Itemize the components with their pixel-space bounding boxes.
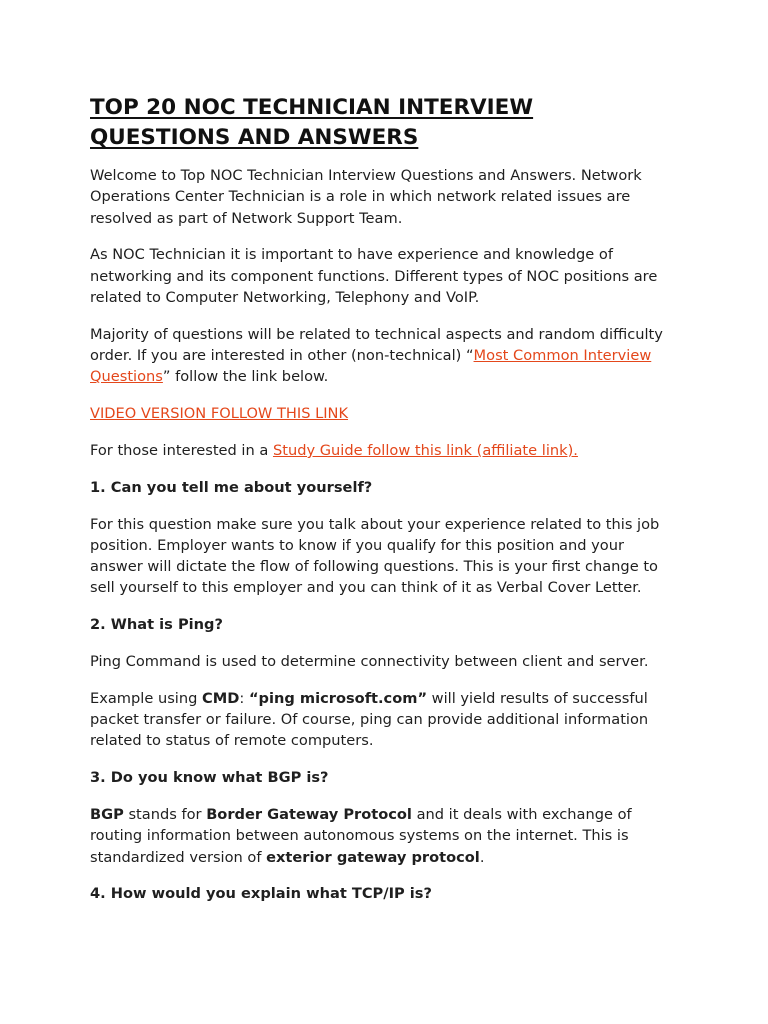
answer-3-text-3: . (479, 848, 485, 866)
ping-command: “ping microsoft.com” (248, 689, 428, 707)
example-text-before: Example using (90, 689, 203, 707)
page-title: TOP 20 NOC TECHNICIAN INTERVIEW QUESTIONS AND ANSWERS (90, 95, 534, 150)
study-guide-link[interactable]: Study Guide follow this link (affiliate link). (272, 441, 578, 459)
bgp-term: BGP (90, 806, 124, 824)
majority-text-after: ” follow the link below. (162, 368, 329, 386)
answer-3 (90, 804, 678, 868)
cmd-term: CMD (202, 689, 240, 707)
bgp-full-name: Border Gateway Protocol (206, 806, 412, 824)
answer-2: Ping Command is used to determine connectivity between client and server. (90, 653, 649, 671)
majority-paragraph (90, 324, 678, 388)
example-text-after: will yield results of successful packet transfer or failure. Of course, ping can provide additional information related to status of remote computers. (90, 689, 649, 750)
study-text: For those interested in a (90, 441, 273, 459)
question-1: 1. Can you tell me about yourself? (90, 478, 373, 496)
study-paragraph (90, 440, 678, 461)
answer-2-example (90, 688, 678, 752)
answer-3-text-2: and it deals with exchange of routing information between autonomous systems on the internet. This is standardized version of (90, 806, 632, 866)
video-paragraph (90, 403, 678, 424)
intro-paragraph-2: As NOC Technician it is important to have experience and knowledge of networking and its component functions. Different types of NOC positions are related to Computer Networking, Telephony and VoIP. (90, 246, 658, 306)
most-common-questions-link[interactable]: Most Common Interview Questions (90, 347, 652, 386)
question-2: 2. What is Ping? (90, 616, 223, 634)
question-3: 3. Do you know what BGP is? (90, 769, 329, 787)
intro-paragraph-1: Welcome to Top NOC Technician Interview Questions and Answers. Network Operations Center Technician is a role in which network related issues are resolved as part of Network Support Team. (90, 167, 642, 227)
question-4: 4. How would you explain what TCP/IP is? (90, 885, 432, 903)
answer-1: For this question make sure you talk about your experience related to this job position. Employer wants to know if you qualify for this position and your answer will dictate the flow of following questions. This is your first change to sell yourself to this employer and you can think of it as Verbal Cover Letter. (90, 515, 660, 597)
egp-term: exterior gateway protocol (266, 848, 480, 866)
video-version-link[interactable]: VIDEO VERSION FOLLOW THIS LINK (90, 405, 349, 423)
example-colon: : (239, 689, 249, 707)
answer-3-text-1: stands for (123, 806, 207, 824)
majority-text-before: Majority of questions will be related to technical aspects and random difficulty order. If you are interested in other (non-technical) “ (90, 325, 663, 365)
